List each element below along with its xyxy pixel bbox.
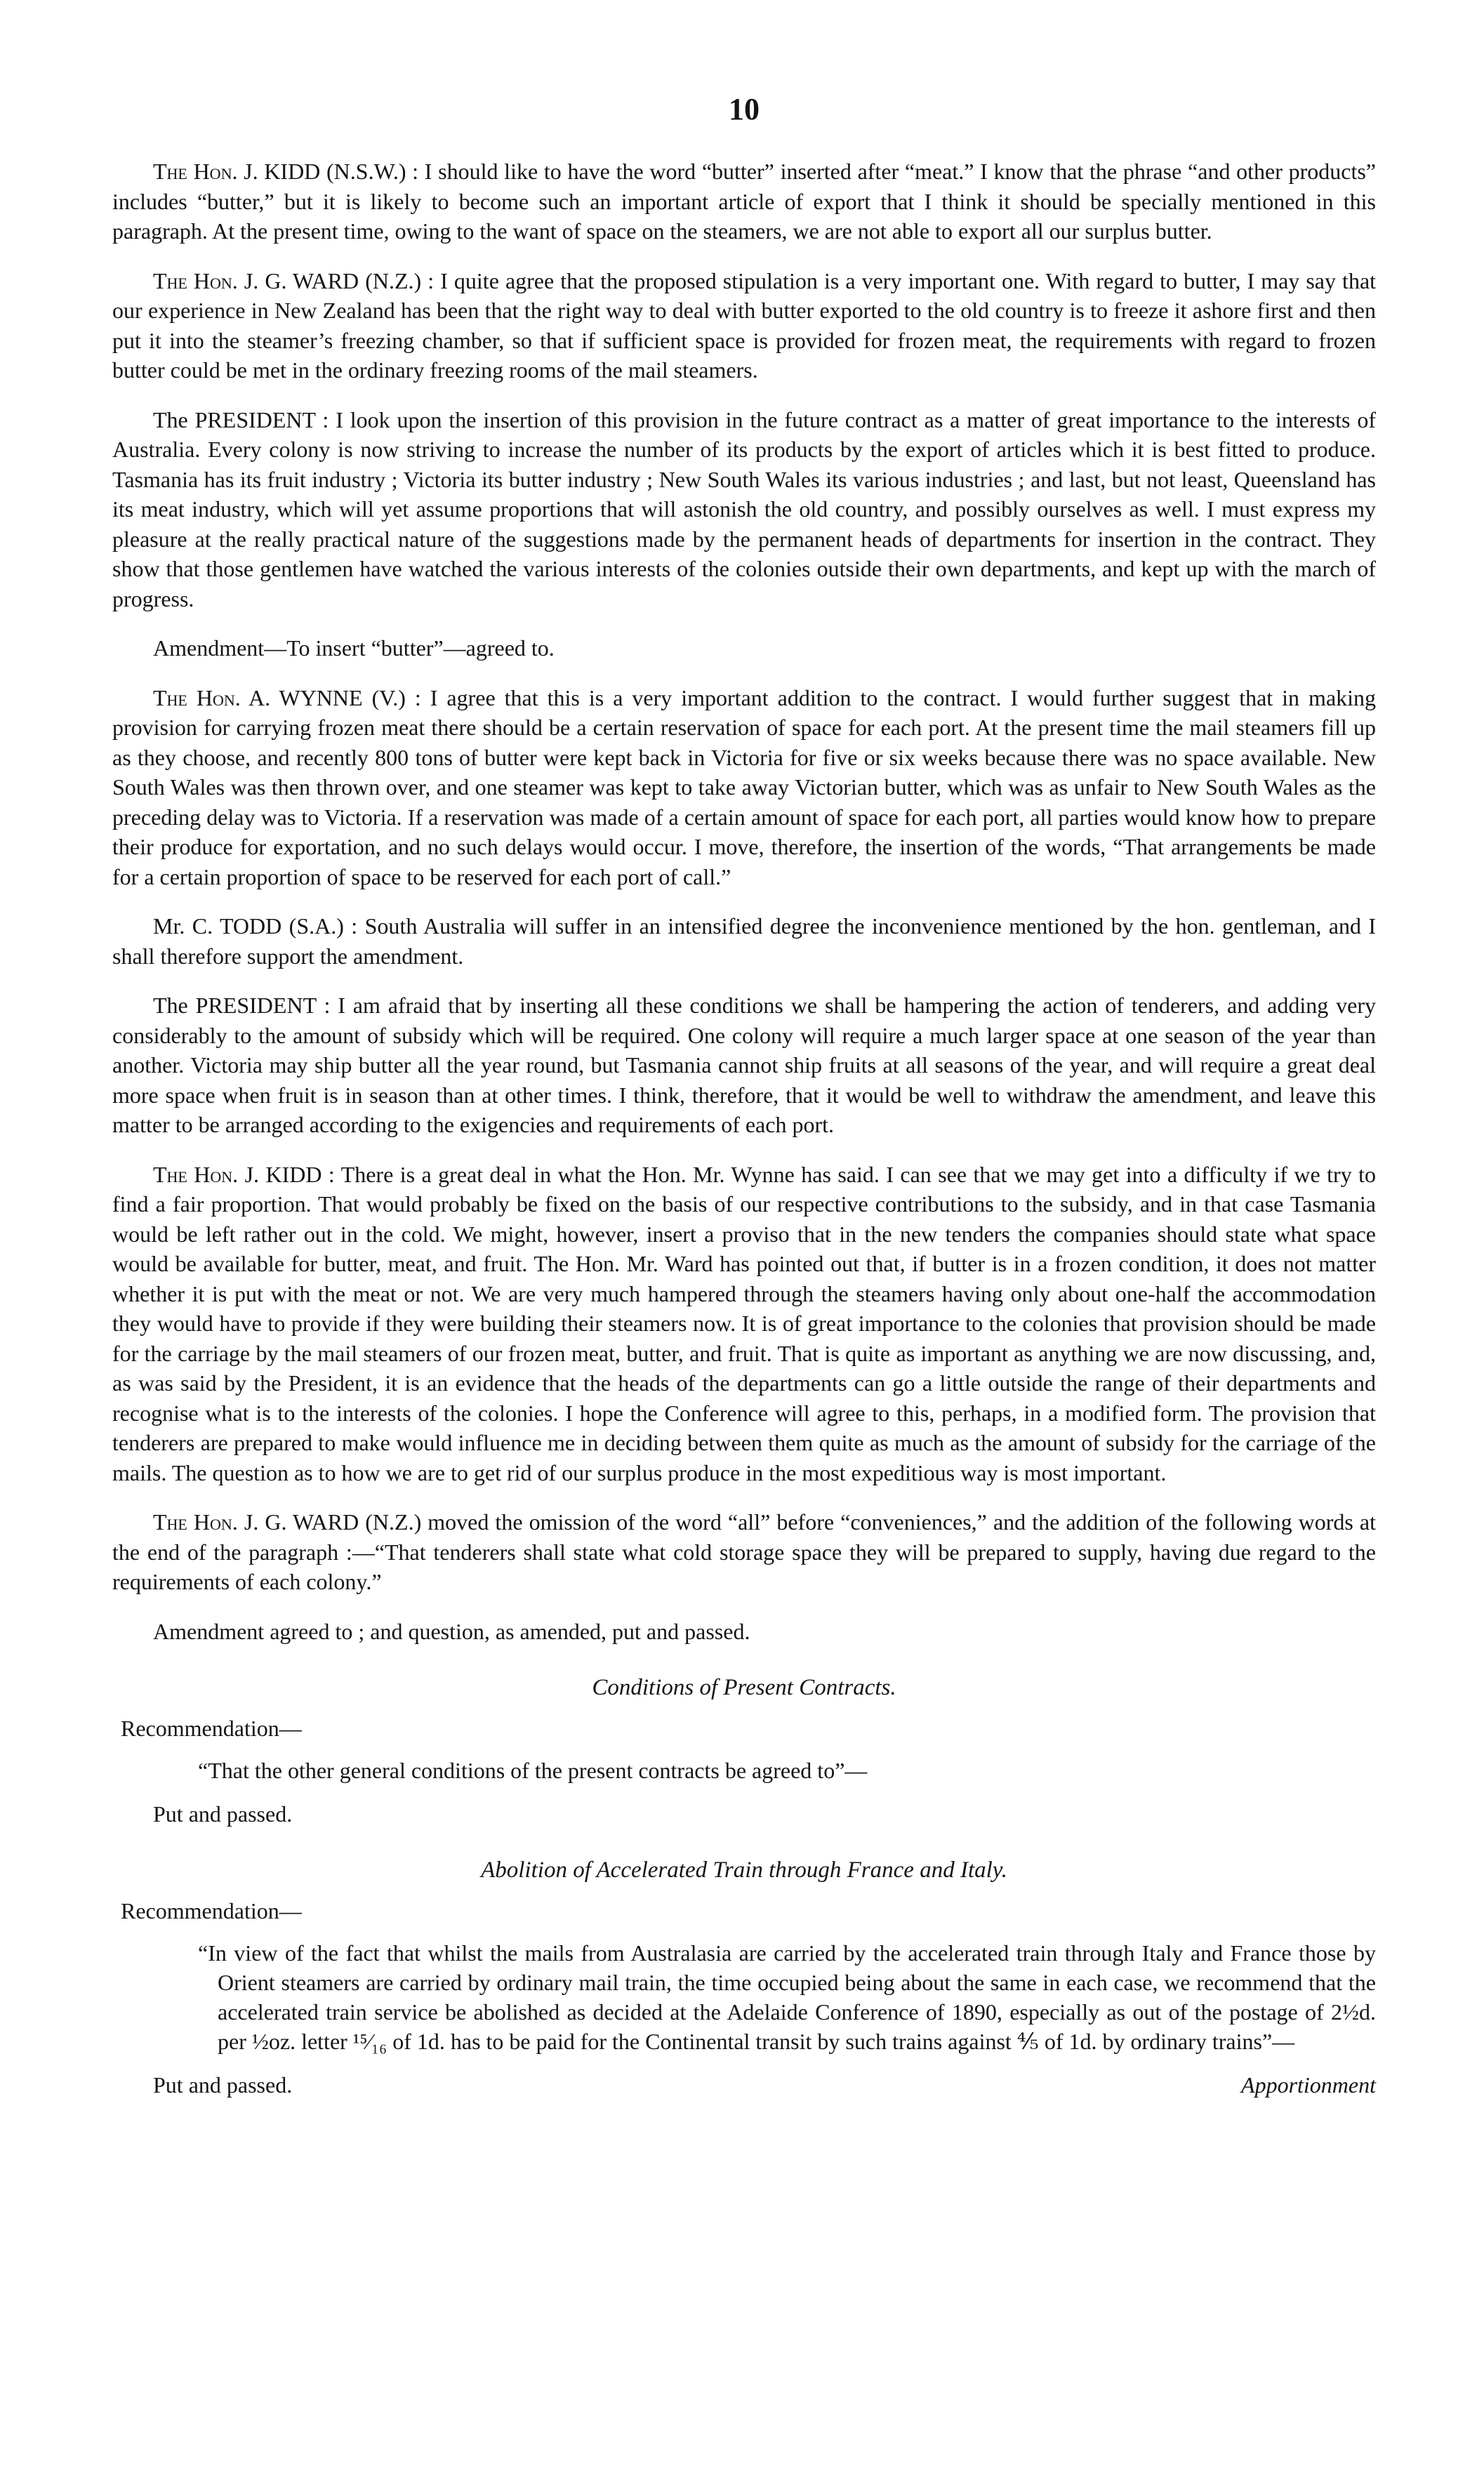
- speech-paragraph: [112, 1507, 1376, 1597]
- amendment-line: [112, 633, 1376, 663]
- speech-text: I should like to have the word “butter” inserted after “meat.” I know that the phrase “and other products” includes “butter,” but it is likely to become such an important article of export that I think it should be specially mentioned in this paragraph. At the present time, owing to the want of space on the steamers, we are not able to export all our surplus butter.: [112, 159, 1376, 244]
- speaker-name: The Hon. J. G. WARD: [153, 1509, 359, 1535]
- quote-text: of 1d. by ordinary trains”—: [1038, 2029, 1295, 2054]
- amendment-text: Amendment—To insert “butter”—agreed to.: [153, 635, 555, 661]
- speaker-name: The PRESIDENT :: [153, 993, 331, 1018]
- speaker-name: The Hon. J. G. WARD: [153, 267, 359, 293]
- outcome-line: Put and passed.: [153, 2072, 293, 2098]
- speech-paragraph: [112, 1160, 1376, 1488]
- outcome-line: Put and passed.: [153, 1801, 293, 1827]
- speaker-region: (S.A.) :: [289, 913, 358, 939]
- recommendation-quote: “That the other general conditions of the present contracts be agreed to”—: [198, 1758, 868, 1783]
- recommendation-quote: [112, 1938, 1376, 2056]
- catchword: Apportionment: [1241, 2072, 1376, 2098]
- speech-text: There is a great deal in what the Hon. Mr. Wynne has said. I can see that we may get into a difficulty if we try to find a fair proportion. That would probably be fixed on the basis of our respective contributions to the subsidy, and in that case Tasmania would be left rather out in the cold. We might, however, insert a proviso that in the new tenders the companies should state what space would be available for butter, meat, and fruit. The Hon. Mr. Ward has pointed out that, if butter is in a frozen condition, it does not matter whether it is put with the meat or not. We are very much hampered through the steamers having only about one-half the accommodation they would have to provide if they were building their steamers now. It is of great importance to the colonies that provision should be made for the carriage by the mail steamers of our frozen meat, butter, and fruit. That is quite as important as anything we are now discussing, and, as was said by the President, it is an evidence that the heads of the departments can go a little outside the range of their departments and recognise what is to the interests of the colonies. I hope the Conference will agree to this, perhaps, in a modified form. The provision that tenderers are prepared to make would influence me in deciding between them quite as much as the amount of subsidy for the carriage of the mails. The question as to how we are to get rid of our surplus produce in the most expeditious way is most important.: [112, 1161, 1377, 1485]
- speech-text: I am afraid that by inserting all these conditions we shall be hampering the action of tenderers, and adding very considerably to the amount of subsidy which will be required. One colony will require a much larger space at one season of the year than another. Victoria may ship butter all the year round, but Tasmania cannot ship fruits at all seasons of the year, and will require a great deal more space when fruit is in season than at other times. I think, therefore, that it would be well to withdraw the amendment, and leave this matter to be arranged according to the exigencies and requirements of each port.: [112, 993, 1376, 1137]
- speaker-region: (N.Z.) :: [365, 267, 435, 293]
- speech-text: I agree that this is a very important addition to the contract. I would further suggest that in making provision for carrying frozen meat there should be a certain reservation of space for each port. At the present time the mail steamers fill up as they choose, and recently 800 tons of butter were kept back in Victoria for five or six weeks because there was no space available. New South Wales was then thrown over, and one steamer was kept to take away Victorian butter, which was as unfair to New South Wales as the preceding delay was to Victoria. If a reservation was made of a certain amount of space for each port, all parties would know how to prepare their produce for exportation, and no such delays would occur. I move, therefore, the insertion of the words, “That arrangements be made for a certain proportion of space to be reserved for each port of call.”: [112, 684, 1377, 889]
- speaker-name: The PRESIDENT :: [153, 406, 329, 432]
- amendment-line: [112, 1617, 1376, 1647]
- speaker-region: (N.Z.): [365, 1509, 422, 1535]
- speaker-name: The Hon. J. KIDD :: [153, 1161, 335, 1187]
- page-footer: [112, 2070, 1376, 2100]
- speech-paragraph: [112, 911, 1376, 971]
- speaker-name: Mr. C. TODD: [153, 913, 282, 939]
- postage-rate: 2½d.: [1331, 1999, 1376, 2025]
- speaker-name: The Hon. J. KIDD: [153, 159, 321, 184]
- speech-text: South Australia will suffer in an intensified degree the inconvenience mentioned by the hon. gentleman, and I shall therefore support the amendment.: [112, 913, 1377, 969]
- quote-text: “In view of the fact that whilst the mails from Australasia are carried by the accelerated train through Italy and France those by Orient steamers are carried by ordinary mail train, the time occupied being about the same in each case, we recommend that the accelerated train service be abolished as decided at the Adelaide Conference of 1890, especially as out of the postage of: [198, 1940, 1376, 2025]
- letter-weight: ½oz.: [251, 2029, 296, 2054]
- transit-fraction: ¹⁵⁄₁₆: [352, 2029, 387, 2054]
- speaker-region: (V.) :: [371, 684, 421, 710]
- speech-text: I look upon the insertion of this provision in the future contract as a matter of great importance to the interests of Australia. Every colony is now striving to increase the number of its products by the export of articles which it is best fitted to produce. Tasmania has its fruit industry ; Victoria its butter industry ; New South Wales its various industries ; and last, but not least, Queensland has its meat industry, which will yet assume proportions that will astonish the old country, and possibly ourselves as well. I must express my pleasure at the really practical nature of the suggestions made by the permanent heads of departments for insertion in the contract. They show that those gentlemen have watched the various interests of the colonies outside their own departments, and kept up with the march of progress.: [112, 406, 1377, 611]
- quote-text: letter: [296, 2029, 353, 2054]
- speaker-name: The Hon. A. WYNNE: [153, 684, 363, 710]
- speech-paragraph: [112, 266, 1376, 385]
- speech-text: moved the omission of the word “all” before “conveniences,” and the addition of the following words at the end of the paragraph :—“That tenderers shall state what cold storage space they will be prepared to supply, having due regard to the requirements of each colony.”: [112, 1509, 1377, 1594]
- document-page: [112, 91, 1376, 2100]
- ordinary-fraction: ⅘: [1016, 2029, 1039, 2054]
- recommendation-label: Recommendation—: [121, 1716, 302, 1741]
- quote-text: of 1d. has to be paid for the Continental transit by such trains against: [387, 2029, 1017, 2054]
- speech-paragraph: [112, 157, 1376, 246]
- recommendation-label: Recommendation—: [121, 1898, 302, 1923]
- quote-text: per: [218, 2029, 252, 2054]
- amendment-text: Amendment agreed to ; and question, as amended, put and passed.: [153, 1618, 750, 1644]
- speech-paragraph: [112, 683, 1376, 892]
- speech-paragraph: [112, 405, 1376, 614]
- speech-text: I quite agree that the proposed stipulation is a very important one. With regard to butter, I may say that our experience in New Zealand has been that the right way to deal with butter exported to the old country is to freeze it ashore first and then put it into the steamer’s freezing chamber, so that if sufficient space is provided for frozen meat, the requirements with regard to frozen butter could be met in the ordinary freezing rooms of the mail steamers.: [112, 267, 1377, 383]
- section-heading: Conditions of Present Contracts.: [592, 1675, 896, 1700]
- speech-paragraph: [112, 991, 1376, 1140]
- speaker-region: (N.S.W.) :: [326, 159, 419, 184]
- section-heading: Abolition of Accelerated Train through France and Italy.: [481, 1857, 1007, 1883]
- page-number: 10: [729, 92, 760, 126]
